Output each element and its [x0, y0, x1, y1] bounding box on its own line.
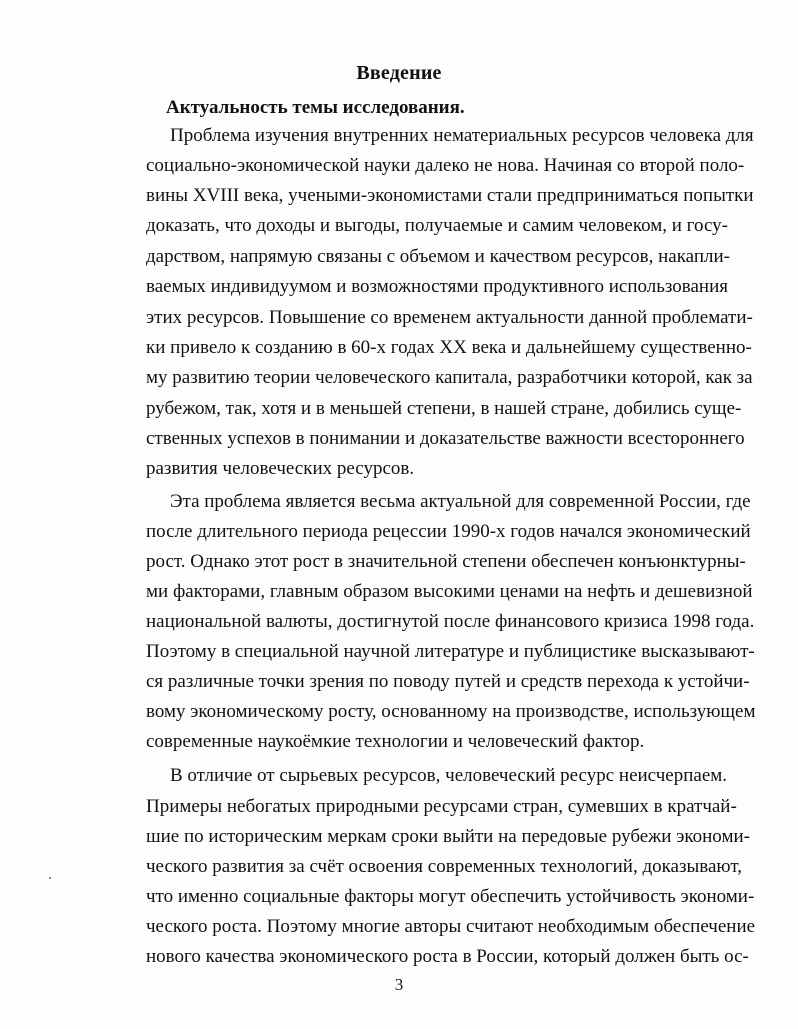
text-line: ческого развития за счёт освоения современных технологий, доказывают,: [146, 856, 742, 877]
text-line: национальной валюты, достигнутой после финансового кризиса 1998 года.: [146, 611, 755, 632]
text-line: Эта проблема является весьма актуальной для современной России, где: [170, 491, 751, 512]
text-line: ки привело к созданию в 60-х годах XX века и дальнейшему существенно-: [146, 337, 752, 358]
text-line: социально-экономической науки далеко не нова. Начиная со второй поло-: [146, 155, 745, 176]
text-line: дарством, напрямую связаны с объемом и качеством ресурсов, накапли-: [146, 246, 730, 267]
text-line: рубежом, так, хотя и в меньшей степени, в нашей стране, добились суще-: [146, 398, 742, 419]
page-number: 3: [394, 975, 404, 994]
text-line: В отличие от сырьевых ресурсов, человеческий ресурс неисчерпаем.: [170, 765, 728, 786]
text-line: ческого роста. Поэтому многие авторы считают необходимым обеспечение: [146, 916, 756, 937]
text-line: ся различные точки зрения по поводу путей и средств перехода к устойчи-: [146, 671, 750, 692]
text-line: ми факторами, главным образом высокими ценами на нефть и дешевизной: [146, 581, 753, 602]
text-line: ственных успехов в понимании и доказательстве важности всестороннего: [146, 428, 745, 449]
text-line: вины XVIII века, учеными-экономистами стали предприниматься попытки: [146, 185, 754, 206]
text-line: современные наукоёмкие технологии и человеческий фактор.: [146, 731, 645, 752]
text-line: Поэтому в специальной научной литературе и публицистике высказывают-: [146, 641, 755, 662]
text-line: ваемых индивидуумом и возможностями продуктивного использования: [146, 276, 729, 297]
text-line: Проблема изучения внутренних нематериальных ресурсов человека для: [170, 125, 754, 146]
text-line: вому экономическому росту, основанному на производстве, использующем: [146, 701, 756, 722]
section-heading: Актуальность темы исследования.: [166, 97, 465, 118]
text-line: этих ресурсов. Повышение со временем актуальности данной проблемати-: [146, 307, 753, 328]
text-line: рост. Однако этот рост в значительной степени обеспечен конъюнктурны-: [146, 551, 746, 572]
text-line: развития человеческих ресурсов.: [146, 458, 415, 479]
scan-speck: [49, 877, 51, 879]
text-line: нового качества экономического роста в России, который должен быть ос-: [146, 946, 749, 967]
text-line: Примеры небогатых природными ресурсами стран, сумевших в кратчай-: [146, 796, 737, 817]
text-line: что именно социальные факторы могут обеспечить устойчивость экономи-: [146, 886, 755, 907]
page-title: Введение: [356, 62, 442, 84]
text-line: доказать, что доходы и выгоды, получаемые и самим человеком, и госу-: [146, 215, 728, 236]
text-line: му развитию теории человеческого капитала, разработчики которой, как за: [146, 367, 753, 388]
text-line: шие по историческим меркам сроки выйти на передовые рубежи экономи-: [146, 826, 750, 847]
text-line: после длительного периода рецессии 1990-х годов начался экономический: [146, 521, 751, 542]
